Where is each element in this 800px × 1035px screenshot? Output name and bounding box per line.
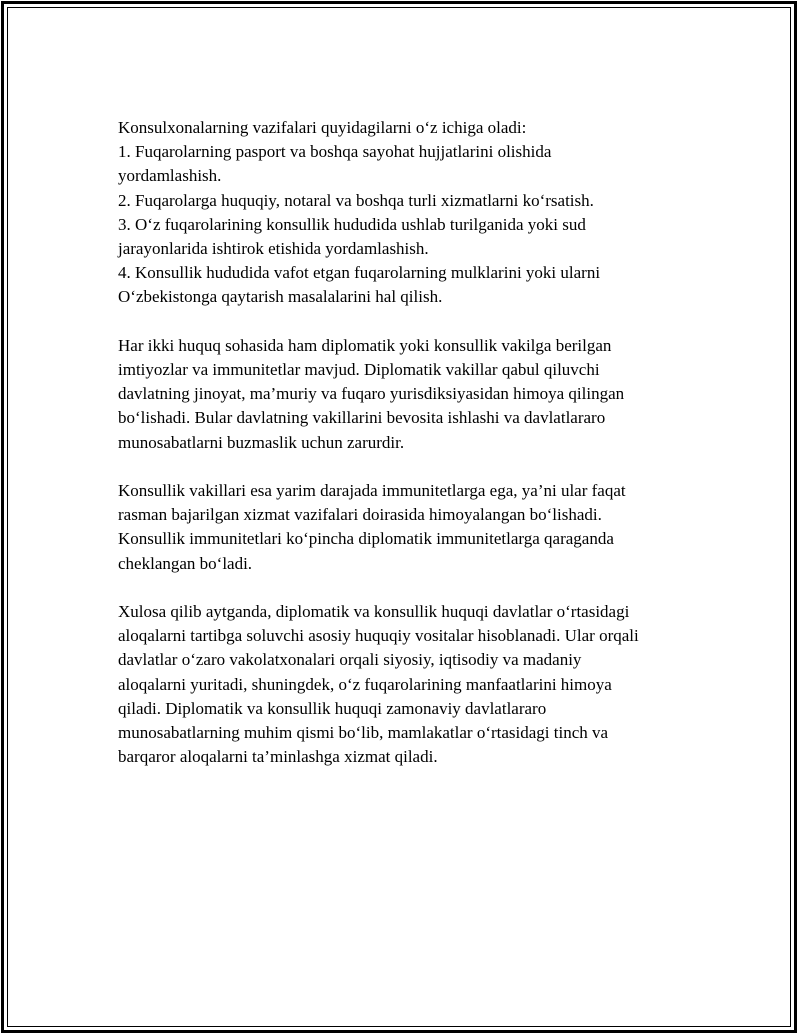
paragraph-line: davlatlar o‘zaro vakolatxonalari orqali siyosiy, iqtisodiy va madaniy <box>118 650 582 670</box>
intro-section <box>118 116 678 310</box>
document-body <box>118 116 678 769</box>
paragraph-line: Konsullik immunitetlari ko‘pincha diplomatik immunitetlarga qaraganda <box>118 529 614 549</box>
duty-item-3: 3. O‘z fuqarolarining konsullik hududida ushlab turilganida yoki sud <box>118 214 586 234</box>
paragraph-consular <box>118 479 678 576</box>
paragraph-line: Har ikki huquq sohasida ham diplomatik yoki konsullik vakilga berilgan <box>118 335 612 355</box>
duty-item-1-cont: yordamlashish. <box>118 166 222 186</box>
paragraph-line: munosabatlarni buzmaslik uchun zarurdir. <box>118 432 405 452</box>
paragraph-line: barqaror aloqalarni ta’minlashga xizmat qiladi. <box>118 747 438 767</box>
paragraph-conclusion <box>118 600 678 769</box>
duty-item-3-cont: jarayonlarida ishtirok etishida yordamlashish. <box>118 239 429 259</box>
paragraph-line: Xulosa qilib aytganda, diplomatik va konsullik huquqi davlatlar o‘rtasidagi <box>118 602 630 622</box>
duty-item-4: 4. Konsullik hududida vafot etgan fuqarolarning mulklarini yoki ularni <box>118 263 601 283</box>
paragraph-line: rasman bajarilgan xizmat vazifalari doirasida himoyalangan bo‘lishadi. <box>118 505 602 525</box>
paragraph-line: bo‘lishadi. Bular davlatning vakillarini bevosita ishlashi va davlatlararo <box>118 408 606 428</box>
paragraph-spacer <box>118 455 678 479</box>
paragraph-spacer <box>118 310 678 334</box>
paragraph-line: aloqalarni yuritadi, shuningdek, o‘z fuqarolarining manfaatlarini himoya <box>118 674 612 694</box>
paragraph-line: Konsullik vakillari esa yarim darajada immunitetlarga ega, ya’ni ular faqat <box>118 481 626 501</box>
duty-item-2: 2. Fuqarolarga huquqiy, notaral va boshqa turli xizmatlarni ko‘rsatish. <box>118 190 594 210</box>
paragraph-line: munosabatlarning muhim qismi bo‘lib, mamlakatlar o‘rtasidagi tinch va <box>118 723 609 743</box>
paragraph-line: qiladi. Diplomatik va konsullik huquqi zamonaviy davlatlararo <box>118 698 547 718</box>
paragraph-line: cheklangan bo‘ladi. <box>118 553 253 573</box>
paragraph-immunities <box>118 334 678 455</box>
duty-item-1: 1. Fuqarolarning pasport va boshqa sayohat hujjatlarini olishida <box>118 142 552 162</box>
paragraph-spacer <box>118 576 678 600</box>
duty-item-4-cont: O‘zbekistonga qaytarish masalalarini hal qilish. <box>118 287 443 307</box>
intro-heading: Konsulxonalarning vazifalari quyidagilarni o‘z ichiga oladi: <box>118 118 527 137</box>
paragraph-line: imtiyozlar va immunitetlar mavjud. Diplomatik vakillar qabul qiluvchi <box>118 360 600 380</box>
paragraph-line: davlatning jinoyat, ma’muriy va fuqaro yurisdiksiyasidan himoya qilingan <box>118 384 625 404</box>
paragraph-line: aloqalarni tartibga soluvchi asosiy huquqiy vositalar hisoblanadi. Ular orqali <box>118 626 639 646</box>
